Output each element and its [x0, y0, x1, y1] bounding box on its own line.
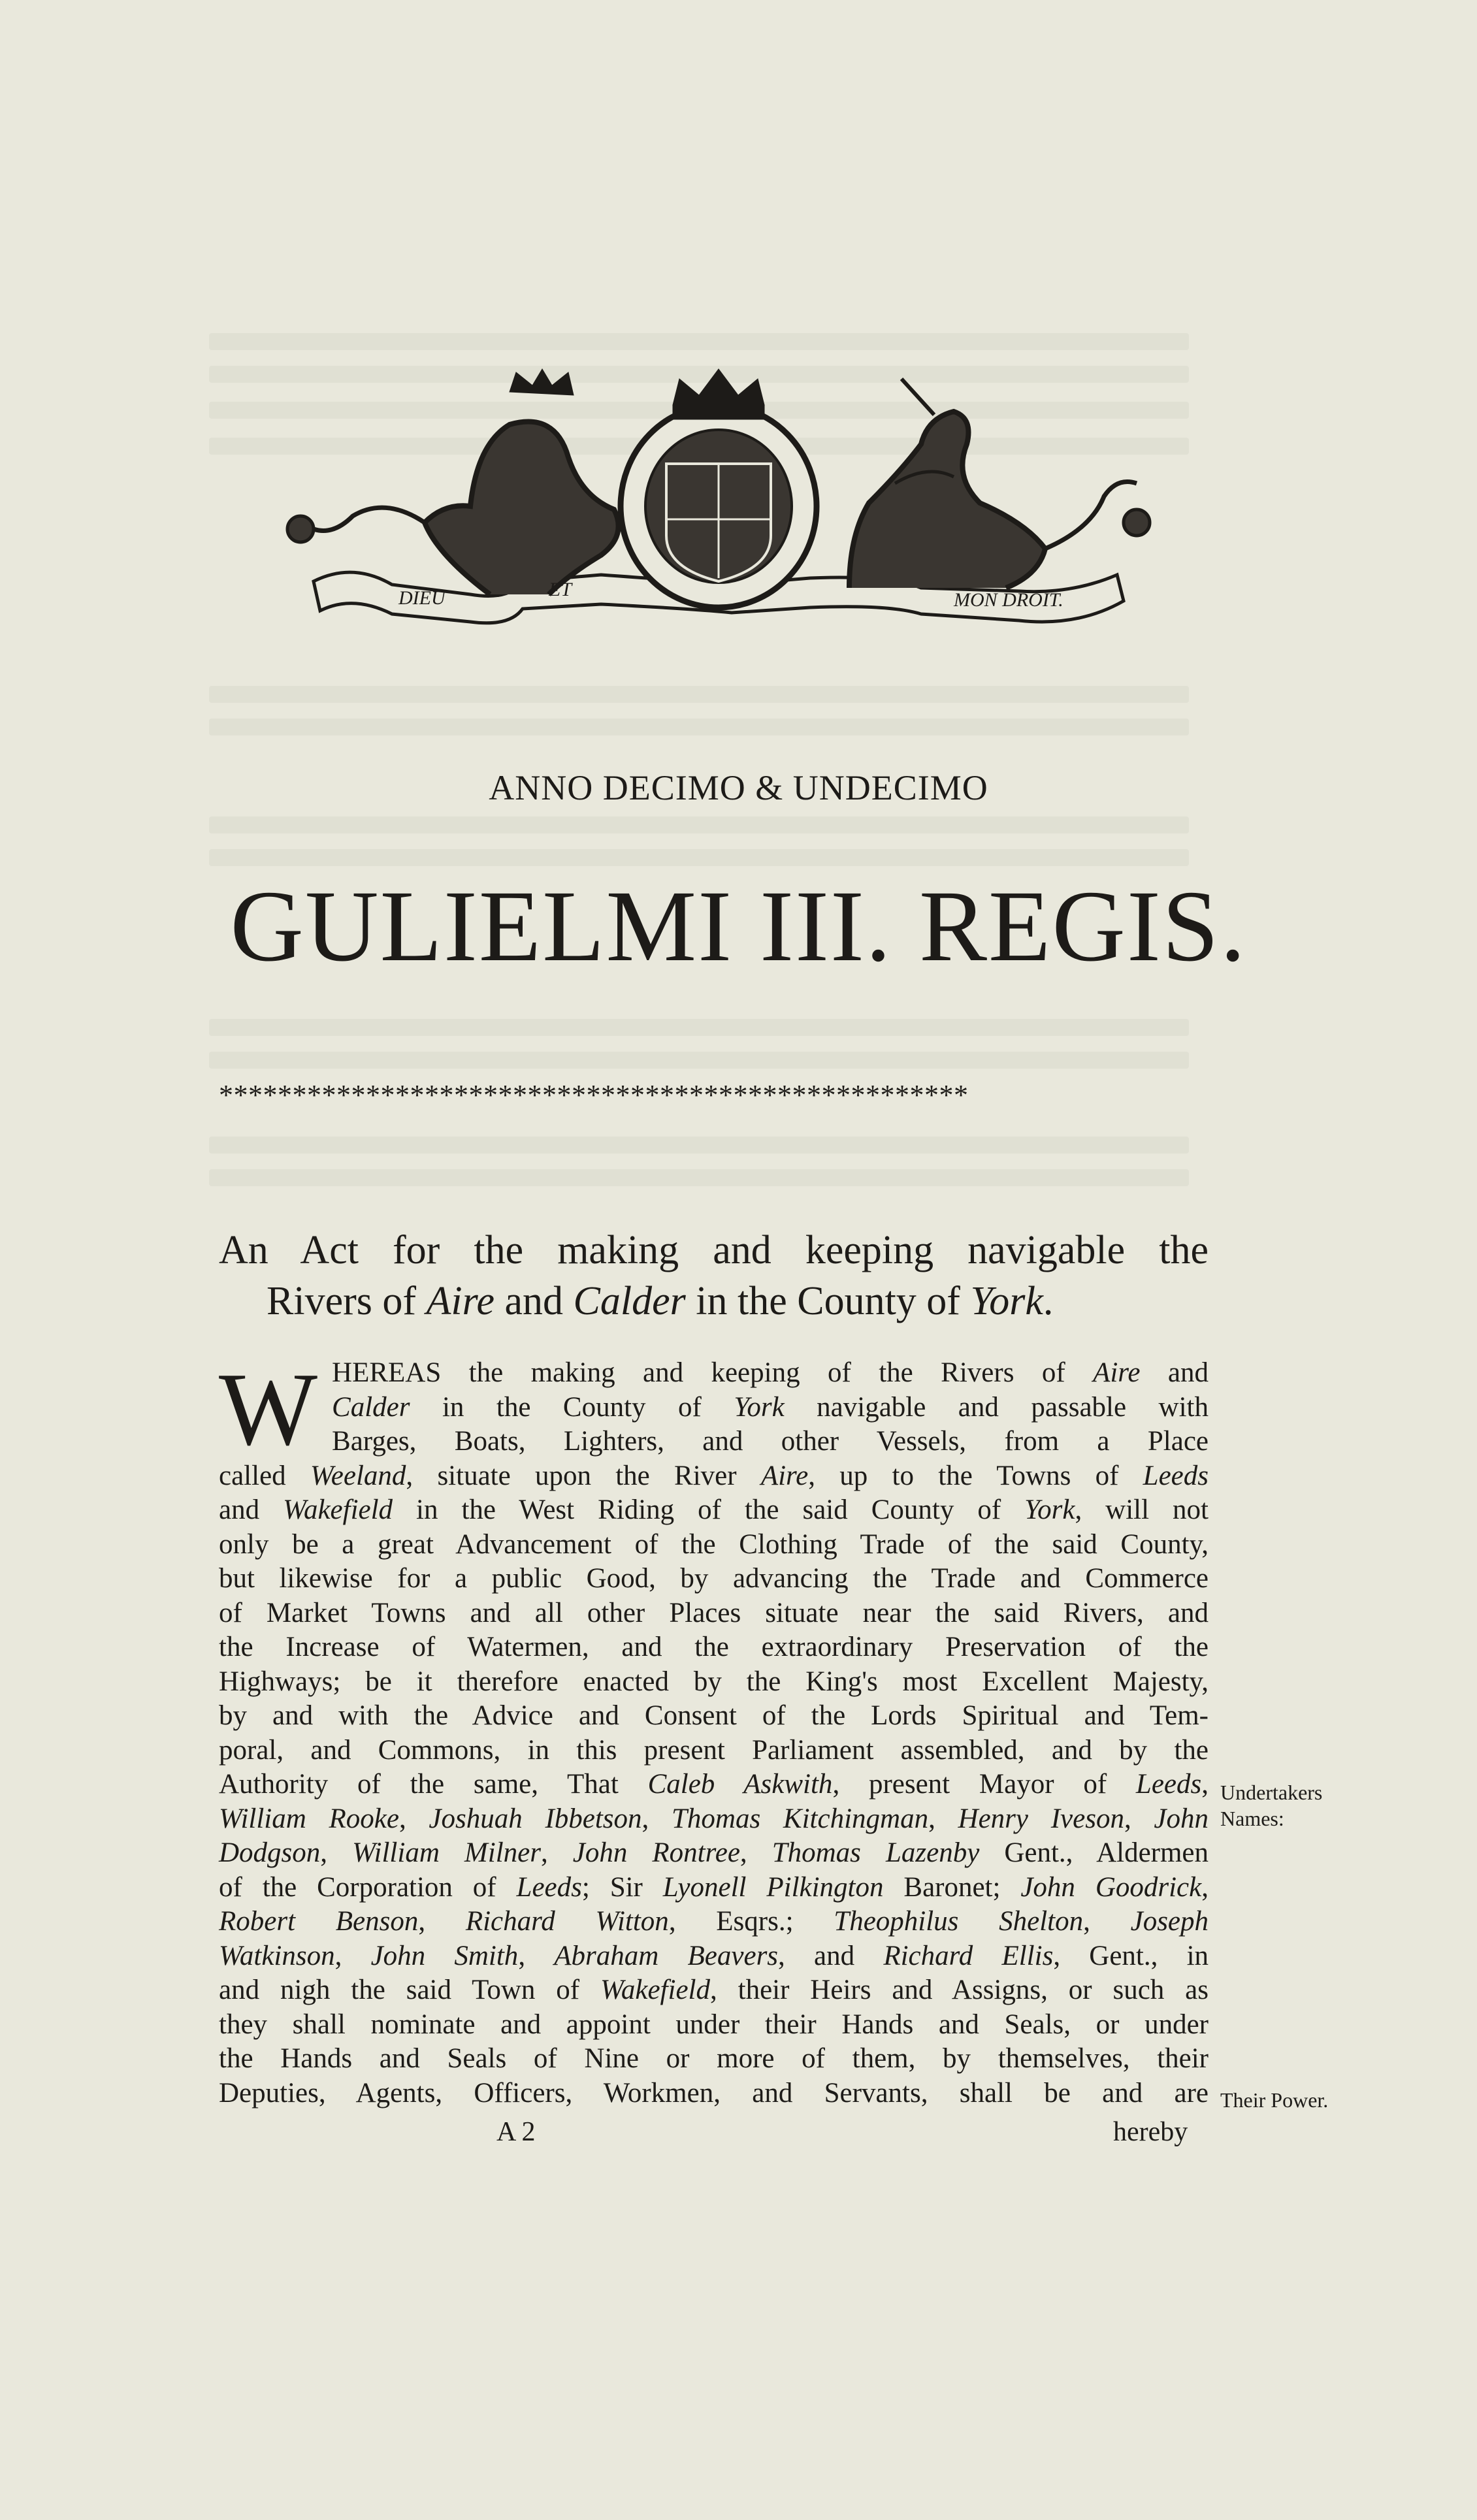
body-line: they shall nominate and appoint under their Hands and Seals, or under — [219, 2009, 1209, 2040]
body-line: poral, and Commons, in this present Parliament assembled, and by the — [219, 1734, 1209, 1766]
body-line: of Market Towns and all other Places situate near the said Rivers, and — [219, 1597, 1209, 1628]
anno-heading: ANNO DECIMO & UNDECIMO — [489, 768, 988, 807]
body-line: William Rooke, Joshuah Ibbetson, Thomas Kitchingman, Henry Iveson, John — [219, 1803, 1209, 1834]
signature-mark: A 2 — [496, 2117, 536, 2147]
drop-cap: W — [219, 1351, 318, 1467]
catchword: hereby — [1113, 2117, 1188, 2147]
body-line: and Wakefield in the West Riding of the said County of York, will not — [219, 1494, 1209, 1525]
body-line: the Increase of Watermen, and the extraordinary Preservation of the — [219, 1632, 1209, 1662]
svg-text:MON DROIT.: MON DROIT. — [954, 589, 1063, 611]
body-line: Dodgson, William Milner, John Rontree, Thomas Lazenby Gent., Aldermen — [219, 1837, 1209, 1868]
margin-note-undertakers — [1220, 1779, 1384, 1832]
body-line: Watkinson, John Smith, Abraham Beavers, and Richard Ellis, Gent., in — [219, 1940, 1209, 1971]
margin-note-power: Their Power. — [1220, 2088, 1329, 2112]
body-line: HEREAS the making and keeping of the Rivers of Aire and — [332, 1357, 1209, 1388]
bleed-header — [405, 255, 418, 307]
body-line: only be a great Advancement of the Clothing Trade of the said County, — [219, 1528, 1209, 1560]
body-line: but likewise for a public Good, by advancing the Trade and Commerce — [219, 1563, 1209, 1594]
act-title — [219, 1225, 1209, 1327]
svg-text:ET: ET — [549, 579, 572, 600]
body-line: called Weeland, situate upon the River Aire, up to the Towns of Leeds — [219, 1460, 1209, 1491]
act-title-line-1: An Act for the making and keeping navigable the — [219, 1228, 1209, 1272]
motto-text: DIEU — [398, 587, 446, 609]
body-line: and nigh the said Town of Wakefield, their Heirs and Assigns, or such as — [219, 1975, 1209, 2005]
act-title-line-2: Rivers of Aire and Calder in the County of York. — [267, 1279, 1054, 1323]
body-line: of the Corporation of Leeds; Sir Lyonell Pilkington Baronet; John Goodrick, — [219, 1871, 1209, 1903]
body-line: Robert Benson, Richard Witton, Esqrs.; Theophilus Shelton, Joseph — [219, 1906, 1209, 1937]
body-line: Calder in the County of York navigable and passable with — [332, 1391, 1209, 1423]
body-line: Deputies, Agents, Officers, Workmen, and Servants, shall be and are — [219, 2077, 1209, 2108]
body-line: the Hands and Seals of Nine or more of them, by themselves, their — [219, 2043, 1209, 2074]
body-line: by and with the Advice and Consent of the Lords Spiritual and Tem- — [219, 1700, 1209, 1731]
body-line: Authority of the same, That Caleb Askwith, present Mayor of Leeds, — [219, 1769, 1209, 1800]
margin-note-line: Undertakers — [1220, 1781, 1323, 1804]
body-line: Highways; be it therefore enacted by the King's most Excellent Majesty, — [219, 1666, 1209, 1697]
margin-note-line: Names: — [1220, 1807, 1284, 1830]
royal-coat-of-arms — [274, 366, 1163, 660]
body-line: Barges, Boats, Lighters, and other Vessels, from a Place — [332, 1426, 1209, 1457]
regis-heading: GULIELMI III. REGIS. — [230, 869, 1247, 982]
asterisk-rule: *************************************************** — [219, 1081, 969, 1110]
act-body — [219, 1351, 1209, 2110]
